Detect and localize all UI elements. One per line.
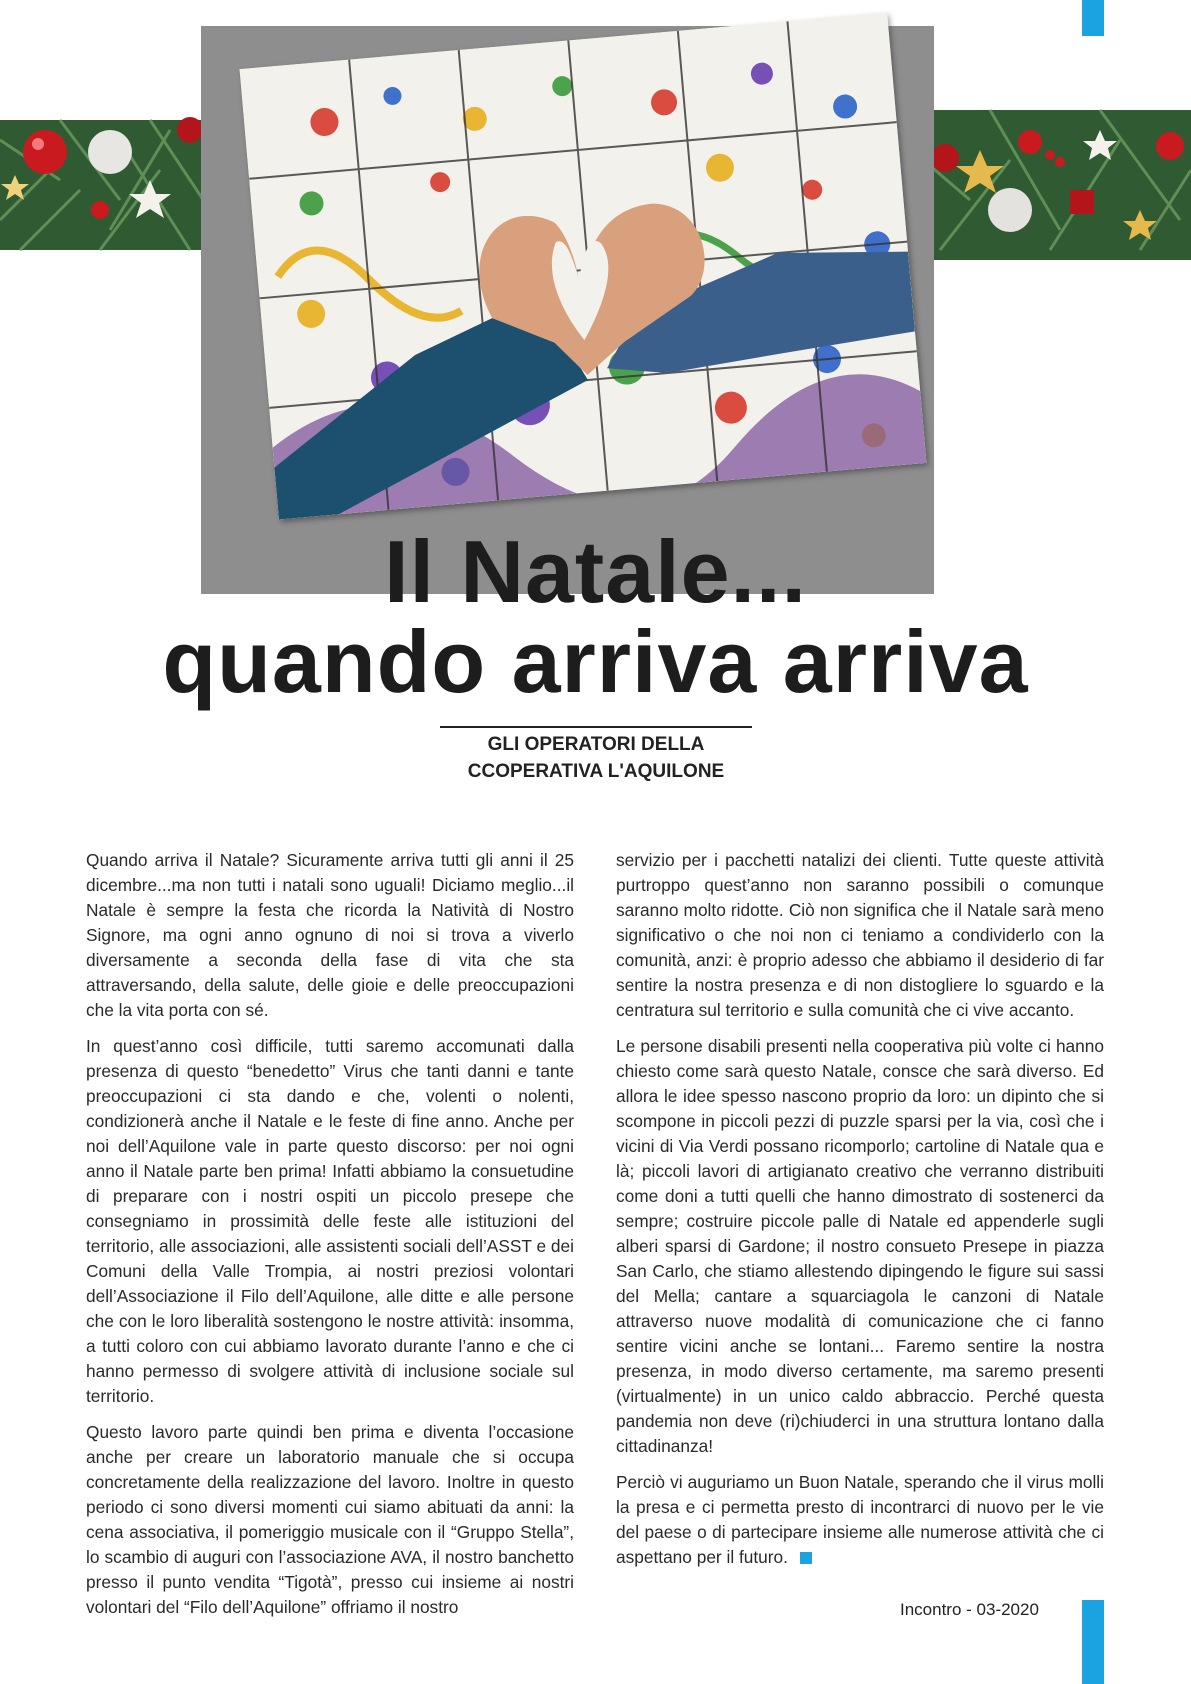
paragraph: Quando arriva il Natale? Sicuramente arriva tutti gli anni il 25 dicembre...ma non tutti i natali sono uguali! Diciamo meglio...il Natale è sempre la festa che ricorda la Natività di Nostro Signore, ma ogni anno ognuno di noi si trova a viverlo diversamente a seconda della fase di vita che sta attraversando, della salute, delle gioie e delle preoccupazioni che la vita porta con sé. <box>86 850 574 1020</box>
article-title-line-2: quando arriva arriva <box>162 612 1029 711</box>
page-footer: Incontro - 03-2020 <box>900 1600 1039 1619</box>
article-column-right <box>616 848 1104 1581</box>
byline-line-1: GLI OPERATORI DELLA <box>487 734 705 755</box>
byline-divider <box>440 726 752 728</box>
end-of-article-mark <box>800 1552 812 1564</box>
paragraph-final-text: Perciò vi auguriamo un Buon Natale, sperando che il virus molli la presa e ci permetta presto di incontrarci di nuovo per le vie del paese o di partecipare insieme alle numerose attività che ci aspettano per il futuro. <box>616 1472 1104 1567</box>
article-title-line-1: Il Natale... <box>384 522 807 621</box>
article-column-left <box>86 848 574 1631</box>
garland-decoration-left <box>0 80 215 290</box>
heart-hands-photo <box>240 13 927 520</box>
garland-decoration-right <box>900 80 1191 290</box>
paragraph: In quest’anno così difficile, tutti saremo accomunati dalla presenza di questo “benedetto” Virus che tanti danni e tante preoccupazioni ci sta dando e che, volenti o nolenti, condizionerà anche il Natale e le feste di fine anno. Anche per noi dell’Aquilone vale in parte questo discorso: per noi ogni anno il Natale parte ben prima! Infatti abbiamo la consuetudine di preparare con i nostri ospiti un piccolo presepe che consegniamo in prossimità delle feste alle istituzioni del territorio, alle associazioni, alle assistenti sociali dell’ASST e dei Comuni della Valle Trompia, ai nostri preziosi volontari dell’Associazione il Filo dell’Aquilone, alle ditte e alle persone che con le loro liberalità sostengono le nostre attività: insomma, a tutti coloro con cui abbiamo lavorato durante l’anno e che ci hanno permesso di svolgere attività di inclusione sociale sul territorio. <box>86 1036 574 1406</box>
paragraph: Le persone disabili presenti nella cooperativa più volte ci hanno chiesto come sarà questo Natale, consce che sarà diverso. Ed allora le idee spesso nascono proprio da loro: un dipinto che si scompone in piccoli pezzi di puzzle sparsi per la via, così che i vicini di Via Verdi possano ricomporlo; cartoline di Natale qua e là; piccoli lavori di artigianato creativo che verranno distribuiti come doni a tutti quelli che hanno dimostrato di sostenerci da sempre; costruire piccole palle di Natale ed appenderle sugli alberi sparsi di Gardone; il nostro consueto Presepe in piazza San Carlo, che stiamo allestendo dipingendo le figure sui sassi del Mella; cantare a squarciagola le canzoni di Natale attraverso nuove modalità di comunicazione che ci fanno sentire vicini anche se lontani... Faremo sentire la nostra presenza, in modo diverso certamente, ma saremo presenti (virtualmente) in un unico caldo abbraccio. Perché questa pandemia non deve (ri)chiuderci in una struttura lontano dalla cittadinanza! <box>616 1036 1104 1456</box>
paragraph: Questo lavoro parte quindi ben prima e diventa l’occasione anche per creare un laboratorio manuale che si occupa concretamente della realizzazione del lavoro. Inoltre in questo periodo ci sono diversi momenti cui siamo abituati da anni: la cena associativa, il pomeriggio musicale con il “Gruppo Stella”, lo scambio di auguri con l’associazione AVA, il nostro banchetto presso il punto vendita “Tigotà”, presso cui insieme ai nostri volontari del “Filo dell’Aquilone” offriamo il nostro <box>86 1422 574 1617</box>
accent-bar-top <box>1082 0 1104 36</box>
paragraph-final <box>616 1470 1104 1570</box>
accent-bar-bottom <box>1082 1600 1104 1684</box>
paragraph: servizio per i pacchetti natalizi dei clienti. Tutte queste attività purtroppo quest’anno non saranno possibili o comunque saranno molto ridotte. Ciò non significa che il Natale sarà meno significativo o che noi non ci teniamo a condividerlo con la comunità, anzi: è proprio adesso che abbiamo il desiderio di far sentire la nostra presenza e di non distogliere lo sguardo e la centratura sul territorio e sulla comunità che ci vive accanto. <box>616 850 1104 1020</box>
byline-line-2: CCOPERATIVA L'AQUILONE <box>467 761 725 782</box>
